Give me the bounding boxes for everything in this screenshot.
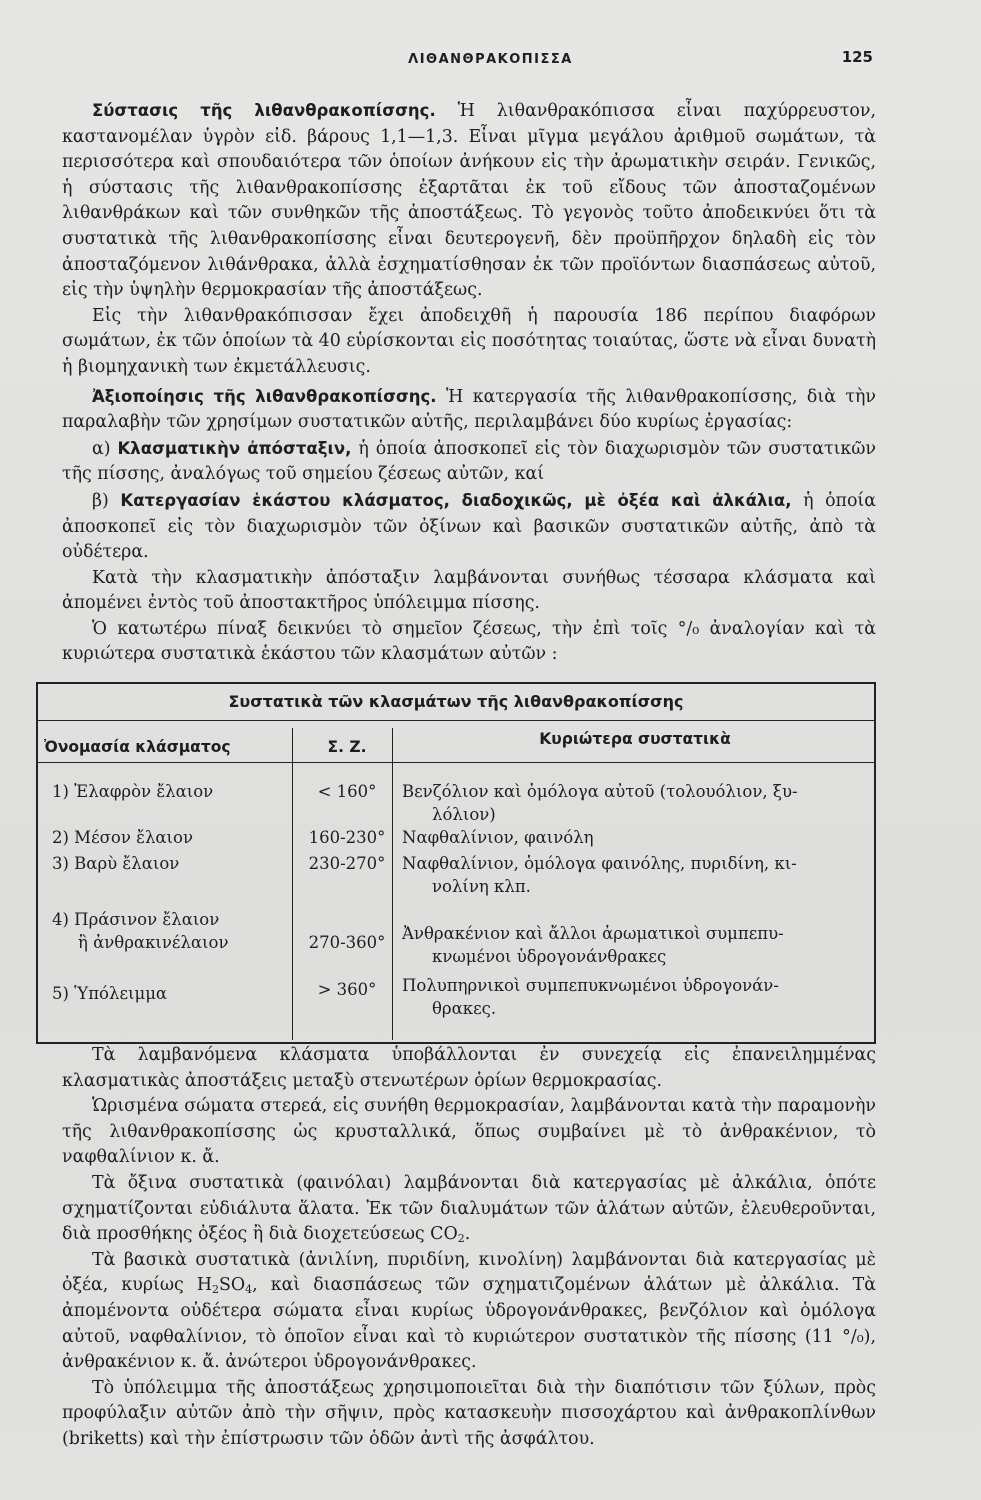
row-4-main	[402, 922, 868, 968]
row-3-name: 3) Βαρὺ ἔλαιον	[52, 854, 180, 873]
page-header	[0, 48, 981, 76]
item-b	[62, 488, 876, 566]
row-2-name: 2) Μέσον ἔλαιον	[52, 828, 193, 847]
so4-subscript: 4	[245, 1283, 253, 1297]
row-5-name: 5) Ὑπόλειμμα	[52, 984, 168, 1003]
bottom-paragraph-3	[62, 1171, 876, 1248]
fractions-table	[36, 682, 876, 1044]
bottom-paragraph-4-text: Τὰ βασικὰ συστατικὰ (ἀνιλίνη, πυριδίνη, κινολίνη) λαμβάνονται διὰ κατεργασίας μὲ ὀξέα, κυρίως H	[62, 1249, 876, 1296]
row-4-name-line1: 4) Πράσινον ἔλαιον	[52, 910, 220, 929]
row-1-main-line2: λόλιον)	[432, 805, 496, 824]
row-1-main	[402, 780, 868, 826]
page-number: 125	[841, 48, 873, 66]
row-1-bp: < 160°	[317, 782, 377, 801]
row-4-main-line2: κνωμένοι ὑδρογονάνθρακες	[432, 947, 667, 966]
bottom-paragraph-2: Ὡρισμένα σώματα στερεά, εἰς συνήθη θερμοκρασίαν, λαμβάνονται κατὰ τὴν παραμονὴν τῆς λιθανθρακοπίσσης ὡς κρυσταλλικά, ὅπως συμβαίνει μὲ τὸ ἀνθρακένιον, τὸ ναφθαλίνιον κ. ἄ.	[62, 1096, 876, 1168]
table-rule-header	[38, 762, 874, 763]
item-b-bold: Κατεργασίαν ἑκάστου κλάσματος, διαδοχικῶς, μὲ ὀξέα καὶ ἀλκάλια,	[120, 490, 792, 510]
table-intro-paragraph	[62, 617, 876, 668]
utilization-heading: Ἀξιοποίησις τῆς λιθανθρακοπίσσης.	[92, 386, 437, 406]
percent-sign: °/₀	[677, 618, 700, 639]
composition-paragraph	[62, 98, 876, 304]
item-b-label: β)	[92, 490, 109, 511]
item-b-text: ἡ ὁποία ἀποσκοπεῖ εἰς τὸν διαχωρισμὸν τῶν ὀξίνων καὶ βασικῶν συστατικῶν αὐτῆς, ἀπὸ τὰ οὐδέτερα.	[62, 490, 876, 563]
item-a-text: ἡ ὁποία ἀποσκοπεῖ εἰς τὸν διαχωρισμὸν τῶν συστατικῶν τῆς πίσσης, ἀναλόγως τοῦ σημείου ζέσεως αὐτῶν, καί	[62, 438, 877, 485]
bottom-paragraph-4	[62, 1248, 876, 1376]
row-3-main-line1: Ναφθαλίνιον, ὁμόλογα φαινόλης, πυριδίνη, κι-	[402, 854, 797, 873]
so-text: SO	[219, 1275, 246, 1296]
row-5-bp: > 360°	[317, 980, 377, 999]
fractions-paragraph: Κατὰ τὴν κλασματικὴν ἀπόσταξιν λαμβάνονται συνήθως τέσσαρα κλάσματα καὶ ἀπομένει ἐντὸς τοῦ ἀποστακτῆρος ὑπόλειμμα πίσσης.	[62, 567, 876, 614]
item-a-label: α)	[92, 438, 111, 459]
row-3-main-line2: νολίνη κλπ.	[432, 877, 531, 896]
row-5-main-line2: θρακες.	[432, 999, 497, 1018]
row-5-main	[402, 974, 868, 1020]
utilization-paragraph	[62, 384, 876, 436]
header-fraction-name: Ὀνομασία κλάσματος	[44, 738, 231, 756]
row-3-bp: 230-270°	[308, 854, 386, 873]
row-3-main	[402, 852, 868, 898]
table-col-divider-1	[292, 728, 293, 1040]
row-1-main-line1: Βενζόλιον καὶ ὁμόλογα αὐτοῦ (τολουόλιον, ξυ-	[402, 782, 798, 801]
table-title: Συστατικὰ τῶν κλασμάτων τῆς λιθανθρακοπίσσης	[228, 692, 684, 711]
upper-text-block	[62, 98, 876, 668]
utilization-text: Ἡ κατεργασία τῆς λιθανθρακοπίσσης, διὰ τὴν παραλαβὴν τῶν χρησίμων συστατικῶν αὐτῆς, περιλαμβάνει δύο κυρίως ἐργασίας:	[62, 386, 876, 433]
row-4-name-line2: ἢ ἀνθρακινέλαιον	[78, 933, 229, 952]
composition-text: Ἡ λιθανθρακόπισσα εἶναι παχύρρευστον, καστανομέλαν ὑγρὸν εἰδ. βάρους 1,1—1,3. Εἶναι μῖγμα μεγάλου ἀριθμοῦ σωμάτων, τὰ περισσότερα καὶ σπουδαιότερα τῶν ὁποίων ἀνήκουν εἰς τὴν ἀρωματικὴν σειράν. Γενικῶς, ἡ σύστασις τῆς λιθανθρακοπίσσης ἐξαρτᾶται ἐκ τοῦ εἴδους τῶν ἀποσταζομένων λιθανθράκων καὶ τῶν συνθηκῶν τῆς ἀποστάξεως. Τὸ γεγονὸς τοῦτο ἀποδεικνύει ὅτι τὰ συστατικὰ τῆς λιθανθρακοπίσσης εἶναι δευτερογενῆ, δὲν προϋπῆρχον δηλαδὴ εἰς τὸν ἀποσταζόμενον λιθάνθρακα, ἀλλὰ ἐσχηματίσθησαν ἐκ τῶν προϊόντων διασπάσεως αὐτοῦ, εἰς τὴν ὑψηλὴν θερμοκρασίαν τῆς ἀποστάξεως.	[62, 101, 876, 301]
row-4-name	[52, 908, 292, 954]
row-2-bp: 160-230°	[308, 828, 386, 847]
bottom-paragraph-3-end: .	[464, 1224, 471, 1245]
bottom-paragraph-4-rest: , καὶ διασπάσεως τῶν σχηματιζομένων ἁλάτων μὲ ἀλκάλια. Τὰ ἀπομένοντα οὐδέτερα σώματα εἶναι κυρίως ὑδρογονάνθρακες, βενζόλιον καὶ ὁμόλογα αὐτοῦ, ναφθαλίνιον, τὸ ὁποῖον εἶναι καὶ τὸ κυριώτερον συστατικὸν τῆς πίσσης (11 °/₀), ἀνθρακένιον κ. ἄ. ἀνώτεροι ὑδρογονάνθρακες.	[62, 1275, 876, 1373]
bottom-paragraph-3-text: Τὰ ὄξινα συστατικὰ (φαινόλαι) λαμβάνονται διὰ κατεργασίας μὲ ἀλκάλια, ὁπότε σχηματίζονται εὐδιάλυτα ἅλατα. Ἐκ τῶν διαλυμάτων τῶν ἁλάτων αὐτῶν, ἐλευθεροῦνται, διὰ προσθήκης ὀξέος ἢ διὰ διοχετεύσεως CO	[62, 1172, 876, 1245]
co2-subscript: 2	[457, 1232, 465, 1246]
composition-paragraph-2: Εἰς τὴν λιθανθρακόπισσαν ἔχει ἀποδειχθῆ ἡ παρουσία 186 περίπου διαφόρων σωμάτων, ἐκ τῶν ὁποίων τὰ 40 εὑρίσκονται εἰς ποσότητας τοιαύτας, ὥστε νὰ εἶναι δυνατὴ ἡ βιομηχανικὴ των ἐκμετάλλευσις.	[62, 305, 876, 377]
running-head: ΛΙΘΑΝΘΡΑΚΟΠΙΣΣΑ	[408, 52, 573, 67]
table-rule-top	[38, 720, 874, 721]
row-2-main: Ναφθαλίνιον, φαινόλη	[402, 828, 594, 847]
table-intro-b: ἀναλογίαν καὶ τὰ κυριώτερα συστατικὰ ἑκάστου τῶν κλασμάτων αὐτῶν :	[62, 618, 877, 665]
row-5-main-line1: Πολυπηρνικοὶ συμπεπυκνωμένοι ὑδρογονάν-	[402, 976, 779, 995]
item-a	[62, 436, 876, 488]
row-4-bp: 270-360°	[308, 933, 386, 952]
header-boiling-point: Σ. Ζ.	[327, 738, 367, 756]
item-a-bold: Κλασματικὴν ἀπόσταξιν,	[117, 438, 352, 458]
composition-heading: Σύστασις τῆς λιθανθρακοπίσσης.	[92, 101, 436, 120]
row-1-name: 1) Ἐλαφρὸν ἔλαιον	[52, 782, 214, 801]
header-main-components: Κυριώτερα συστατικὰ	[539, 730, 731, 748]
lower-text-block	[62, 1043, 876, 1453]
bottom-paragraph-1: Τὰ λαμβανόμενα κλάσματα ὑποβάλλονται ἐν συνεχείᾳ εἰς ἐπανειλημμένας κλασματικὰς ἀποστάξεις μεταξὺ στενωτέρων ὁρίων θερμοκρασίας.	[62, 1045, 876, 1091]
row-4-main-line1: Ἀνθρακένιον καὶ ἄλλοι ἀρωματικοὶ συμπεπυ-	[402, 924, 784, 943]
table-intro-a: Ὁ κατωτέρω πίναξ δεικνύει τὸ σημεῖον ζέσεως, τὴν ἐπὶ τοῖς	[92, 618, 668, 639]
bottom-paragraph-5: Τὸ ὑπόλειμμα τῆς ἀποστάξεως χρησιμοποιεῖται διὰ τὴν διαπότισιν τῶν ξύλων, πρὸς προφύλαξιν αὐτῶν ἀπὸ τὴν σῆψιν, πρὸς κατασκευὴν πισσοχάρτου καὶ ἀνθρακοπλίνθων (briketts) καὶ τὴν ἐπίστρωσιν τῶν ὁδῶν ἀντὶ τῆς ἀσφάλτου.	[62, 1377, 876, 1449]
h2-subscript: 2	[212, 1283, 219, 1297]
